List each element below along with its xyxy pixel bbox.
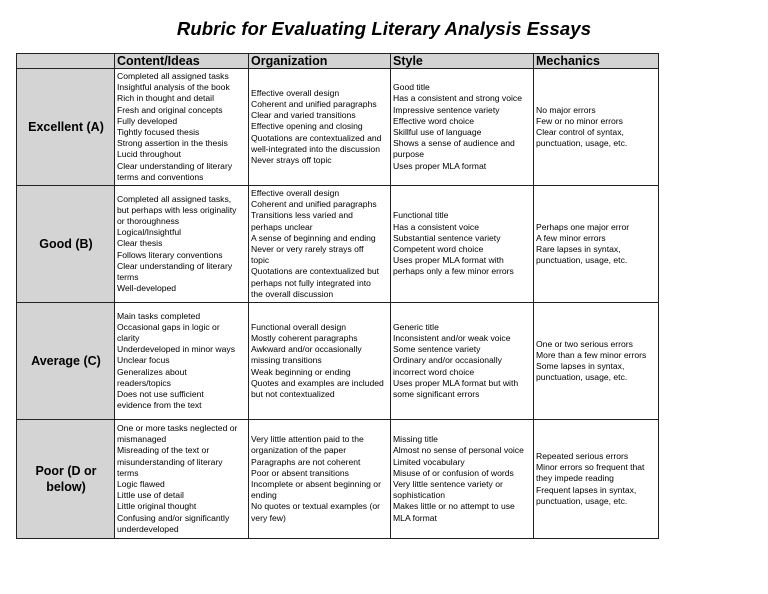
criteria-line: underdeveloped <box>117 523 179 534</box>
criteria-line: Generalizes about <box>117 366 187 377</box>
criteria-line: Clear and varied transitions <box>251 110 356 121</box>
rubric-row <box>17 420 659 539</box>
criteria-line: Substantial sentence variety <box>393 232 501 243</box>
criteria-line: perhaps only a few minor errors <box>393 266 514 277</box>
criteria-line: Well-developed <box>117 283 177 294</box>
criteria-line: missing transitions <box>251 355 322 366</box>
column-header-mechanics: Mechanics <box>534 54 659 69</box>
criteria-line: ending <box>251 490 277 501</box>
criteria-line: MLA format <box>393 512 437 523</box>
criteria-line: Very little sentence variety or <box>393 479 503 489</box>
criteria-line: Coherent and unified paragraphs <box>251 98 377 109</box>
criteria-line: Poor or absent transitions <box>251 467 349 478</box>
criteria-line: Almost no sense of personal voice <box>393 445 524 456</box>
criteria-cell-content-ideas <box>115 303 249 420</box>
criteria-line: Misreading of the text or <box>117 445 210 456</box>
criteria-line: Underdeveloped in minor ways <box>117 344 235 355</box>
criteria-line: punctuation, usage, etc. <box>536 495 628 506</box>
criteria-cell-organization <box>249 303 391 420</box>
criteria-line: topic <box>251 255 270 266</box>
column-header-content-ideas: Content/Ideas <box>115 54 249 69</box>
criteria-line: punctuation, usage, etc. <box>536 372 628 383</box>
criteria-line: sophistication <box>393 490 446 501</box>
criteria-line: they impede reading <box>536 473 614 484</box>
criteria-line: Has a consistent voice <box>393 221 479 232</box>
criteria-cell-mechanics <box>534 186 659 303</box>
criteria-line: One or more tasks neglected or <box>117 422 238 433</box>
criteria-cell-mechanics <box>534 303 659 420</box>
criteria-line: Fresh and original concepts <box>117 104 223 115</box>
criteria-line: Insightful analysis of the book <box>117 82 230 93</box>
criteria-line: perhaps not fully integrated into <box>251 277 371 288</box>
criteria-line: well-integrated into the discussion <box>251 143 380 154</box>
rubric-table <box>16 53 659 539</box>
criteria-cell-content-ideas <box>115 420 249 539</box>
criteria-cell-organization <box>249 69 391 186</box>
criteria-cell-organization <box>249 420 391 539</box>
criteria-line: evidence from the text <box>117 400 202 411</box>
criteria-line: Paragraphs are not coherent <box>251 456 361 467</box>
criteria-line: Little use of detail <box>117 490 184 501</box>
criteria-line: No quotes or textual examples (or <box>251 501 380 512</box>
criteria-line: Impressive sentence variety <box>393 104 500 115</box>
criteria-line: misunderstanding of literary <box>117 456 223 467</box>
criteria-line: Frequent lapses in syntax, <box>536 484 637 495</box>
criteria-line: Perhaps one major error <box>536 221 630 232</box>
criteria-line: purpose <box>393 149 425 160</box>
page-title: Rubric for Evaluating Literary Analysis Essays <box>176 18 592 39</box>
criteria-line: No major errors <box>536 104 596 115</box>
criteria-line: Functional overall design <box>251 321 347 332</box>
criteria-line: the overall discussion <box>251 288 334 299</box>
criteria-line: Shows a sense of audience and <box>393 138 515 149</box>
criteria-line: Very little attention paid to the <box>251 434 364 445</box>
criteria-line: Confusing and/or significantly <box>117 512 230 523</box>
criteria-line: A sense of beginning and ending <box>251 232 376 243</box>
criteria-cell-mechanics <box>534 420 659 539</box>
grade-label: Excellent (A) <box>17 69 115 186</box>
criteria-line: Incomplete or absent beginning or <box>251 479 381 489</box>
criteria-line: More than a few minor errors <box>536 349 647 360</box>
criteria-line: Logic flawed <box>117 479 165 489</box>
column-header-style: Style <box>391 54 534 69</box>
criteria-line: Weak beginning or ending <box>251 366 351 377</box>
criteria-line: Has a consistent and strong voice <box>393 93 522 104</box>
criteria-line: Fully developed <box>117 115 178 126</box>
criteria-cell-content-ideas <box>115 69 249 186</box>
criteria-line: organization of the paper <box>251 445 347 456</box>
criteria-line: Lucid throughout <box>117 149 182 160</box>
criteria-line: Little original thought <box>117 501 197 512</box>
grade-label: Average (C) <box>17 303 115 420</box>
criteria-line: Never or very rarely strays off <box>251 244 364 254</box>
criteria-line: Main tasks completed <box>117 310 201 321</box>
criteria-line: Transitions less varied and <box>251 210 353 221</box>
column-header-organization: Organization <box>249 54 391 69</box>
criteria-cell-mechanics <box>534 69 659 186</box>
criteria-line: Unclear focus <box>117 355 170 366</box>
criteria-line: Rich in thought and detail <box>117 93 214 104</box>
criteria-line: Completed all assigned tasks <box>117 70 229 81</box>
criteria-line: Mostly coherent paragraphs <box>251 332 358 343</box>
criteria-line: Strong assertion in the thesis <box>117 138 228 149</box>
criteria-line: Some lapses in syntax, <box>536 361 625 371</box>
criteria-line: Missing title <box>393 434 438 445</box>
criteria-line: Awkward and/or occasionally <box>251 344 362 355</box>
rubric-row <box>17 186 659 303</box>
criteria-line: Completed all assigned tasks, <box>117 193 232 204</box>
criteria-line: perhaps unclear <box>251 221 313 232</box>
criteria-line: Uses proper MLA format with <box>393 255 504 266</box>
criteria-line: some significant errors <box>393 389 480 399</box>
criteria-line: Good title <box>393 82 430 93</box>
criteria-line: Quotes and examples are included <box>251 377 384 388</box>
criteria-line: Ordinary and/or occasionally <box>393 355 502 366</box>
grade-label: Poor (D or below) <box>17 420 115 539</box>
criteria-line: mismanaged <box>117 434 167 445</box>
criteria-line: Clear control of syntax, <box>536 127 624 137</box>
criteria-line: Effective opening and closing <box>251 121 363 132</box>
criteria-line: Uses proper MLA format but with <box>393 377 519 388</box>
criteria-line: Logical/Insightful <box>117 227 182 238</box>
criteria-line: Clear thesis <box>117 238 163 249</box>
criteria-line: Quotations are contextualized and <box>251 132 382 143</box>
criteria-cell-style <box>391 303 534 420</box>
criteria-line: incorrect word choice <box>393 366 475 377</box>
criteria-line: Rare lapses in syntax, <box>536 244 621 254</box>
rubric-row <box>17 303 659 420</box>
criteria-line: Coherent and unified paragraphs <box>251 199 377 210</box>
criteria-line: punctuation, usage, etc. <box>536 255 628 266</box>
criteria-line: One or two serious errors <box>536 338 633 349</box>
criteria-line: Generic title <box>393 321 439 332</box>
criteria-line: Skillful use of language <box>393 127 482 137</box>
criteria-line: Effective overall design <box>251 187 340 198</box>
criteria-line: clarity <box>117 332 140 343</box>
criteria-line: Makes little or no attempt to use <box>393 501 515 512</box>
criteria-line: Quotations are contextualized but <box>251 266 380 277</box>
criteria-line: readers/topics <box>117 377 171 388</box>
criteria-line: Effective word choice <box>393 115 475 126</box>
criteria-line: terms and conventions <box>117 171 204 182</box>
criteria-line: A few minor errors <box>536 232 606 243</box>
criteria-line: Repeated serious errors <box>536 450 629 461</box>
criteria-cell-style <box>391 69 534 186</box>
criteria-cell-style <box>391 420 534 539</box>
criteria-line: Effective overall design <box>251 87 340 98</box>
criteria-line: Few or no minor errors <box>536 115 623 126</box>
criteria-line: very few) <box>251 512 286 523</box>
header-row <box>17 54 659 69</box>
criteria-line: Functional title <box>393 210 449 221</box>
criteria-line: Uses proper MLA format <box>393 160 487 171</box>
criteria-line: Minor errors so frequent that <box>536 462 645 473</box>
criteria-line: Follows literary conventions <box>117 249 223 260</box>
corner-cell <box>17 54 115 69</box>
criteria-line: Competent word choice <box>393 244 484 254</box>
criteria-cell-content-ideas <box>115 186 249 303</box>
criteria-line: Never strays off topic <box>251 155 332 165</box>
criteria-line: or thoroughness <box>117 215 180 226</box>
criteria-line: Tightly focused thesis <box>117 127 200 137</box>
criteria-line: Limited vocabulary <box>393 456 465 467</box>
criteria-line: but perhaps with less originality <box>117 204 237 215</box>
grade-label: Good (B) <box>17 186 115 303</box>
criteria-line: Some sentence variety <box>393 344 481 355</box>
criteria-line: terms <box>117 272 139 282</box>
criteria-line: punctuation, usage, etc. <box>536 138 628 149</box>
criteria-line: Inconsistent and/or weak voice <box>393 332 511 343</box>
criteria-cell-style <box>391 186 534 303</box>
criteria-line: terms <box>117 467 139 478</box>
criteria-line: Clear understanding of literary <box>117 260 233 271</box>
criteria-line: but not contextualized <box>251 389 335 399</box>
criteria-cell-organization <box>249 186 391 303</box>
criteria-line: Occasional gaps in logic or <box>117 321 220 332</box>
criteria-line: Does not use sufficient <box>117 389 204 399</box>
rubric-row <box>17 69 659 186</box>
criteria-line: Misuse of or confusion of words <box>393 467 514 478</box>
criteria-line: Clear understanding of literary <box>117 160 233 171</box>
